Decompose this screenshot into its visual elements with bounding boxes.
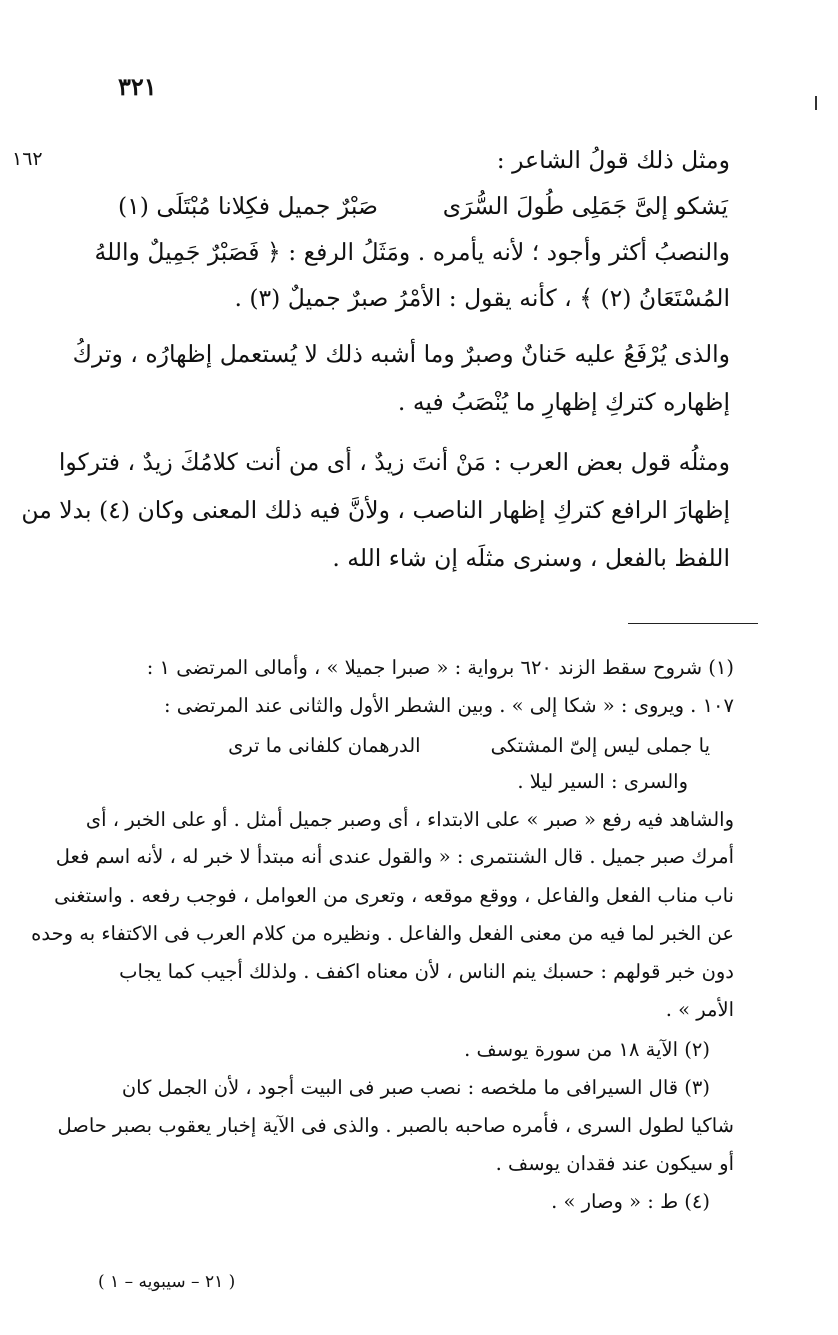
body-line-5: إظهاره كتركِ إظهارِ ما يُنْصَبُ فيه . [397, 388, 730, 416]
body-line-8: اللفظ بالفعل ، وسنرى مثلَه إن شاء الله . [332, 544, 730, 572]
poem-verse [118, 192, 728, 220]
footnote-line-10: (٢) الآية ١٨ من سورة يوسف . [464, 1038, 710, 1061]
footnote-poem-verse [150, 734, 710, 757]
footnote-line-9: الأمر » . [665, 998, 734, 1021]
body-line-3: المُسْتَعَانُ (٢) ﴾ ، كأنه يقول : الأمْرُ صبرٌ جميلٌ (٣) . [234, 284, 730, 312]
body-line-2: والنصبُ أكثر وأجود ؛ لأنه يأمره . ومَثَلُ الرفع : ﴿ فَصَبْرٌ جَمِيلٌ واللهُ [94, 238, 730, 266]
footnote-divider [628, 623, 758, 624]
footnote-line-13: أو سيكون عند فقدان يوسف . [495, 1152, 734, 1175]
body-line-1: ومثل ذلك قولُ الشاعر : [496, 146, 730, 174]
footnote-line-14: (٤) ط : « وصار » . [551, 1190, 710, 1213]
footnote-line-4: والشاهد فيه رفع « صبر » على الابتداء ، أى وصبر جميل أمثل . أو على الخبر ، أى [85, 808, 734, 831]
footnote-poem-second-hemistich: الدرهمان كلفانى ما ترى [228, 734, 421, 757]
footnote-line-3: والسرى : السير ليلا . [517, 770, 688, 793]
poem-first-hemistich: يَشكو إلىَّ جَمَلِى طُولَ السُّرَى [442, 192, 728, 220]
footnote-line-12: شاكيا لطول السرى ، فأمره صاحبه بالصبر . والذى فى الآية إخبار يعقوب بصبر حاصل [57, 1114, 734, 1137]
body-line-6: ومثلُه قول بعض العرب : مَنْ أنتَ زيدٌ ، أى من أنت كلامُكَ زيدٌ ، فتركوا [58, 448, 730, 476]
footnote-line-1: (١) شروح سقط الزند ٦٢٠ برواية : « صبرا جميلا » ، وأمالى المرتضى ١ : [146, 656, 734, 679]
page-number: ٣٢١ [118, 72, 157, 101]
body-line-4: والذى يُرْفَعُ عليه حَنانٌ وصبرٌ وما أشبه ذلك لا يُستعمل إظهارُه ، وتركُ [72, 340, 730, 368]
footnote-line-11: (٣) قال السيرافى ما ملخصه : نصب صبر فى البيت أجود ، لأن الجمل كان [121, 1076, 710, 1099]
body-line-7: إظهارَ الرافع كتركِ إظهار الناصب ، ولأنَّ فيه ذلك المعنى وكان (٤) بدلا من [21, 496, 730, 524]
footnote-line-7: عن الخبر لما فيه من معنى الفعل والفاعل . ونظيره من كلام العرب فى الاكتفاء به وحده [31, 922, 734, 945]
margin-reference: ١٦٢ [12, 148, 43, 170]
footnote-line-6: ناب مناب الفعل والفاعل ، ووقع موقعه ، وتعرى من العوامل ، فوجب رفعه . واستغنى [54, 884, 734, 907]
footnote-line-8: دون خبر قولهم : حسبك ينم الناس ، لأن معناه اكفف . ولذلك أجيب كما يجاب [119, 960, 734, 983]
margin-mark [815, 96, 817, 110]
footnote-line-2: ١٠٧ . ويروى : « شكا إلى » . وبين الشطر الأول والثانى عند المرتضى : [164, 694, 734, 717]
signature-mark: ( ٢١ – سيبويه – ١ ) [98, 1272, 236, 1292]
poem-second-hemistich: صَبْرٌ جميل فكِلانا مُبْتَلَى (١) [118, 192, 378, 220]
footnote-line-5: أمرك صبر جميل . قال الشنتمرى : « والقول عندى أنه مبتدأ لا خبر له ، لأنه اسم فعل [55, 845, 734, 868]
footnote-poem-first-hemistich: يا جملى ليس إلىّ المشتكى [490, 734, 710, 757]
